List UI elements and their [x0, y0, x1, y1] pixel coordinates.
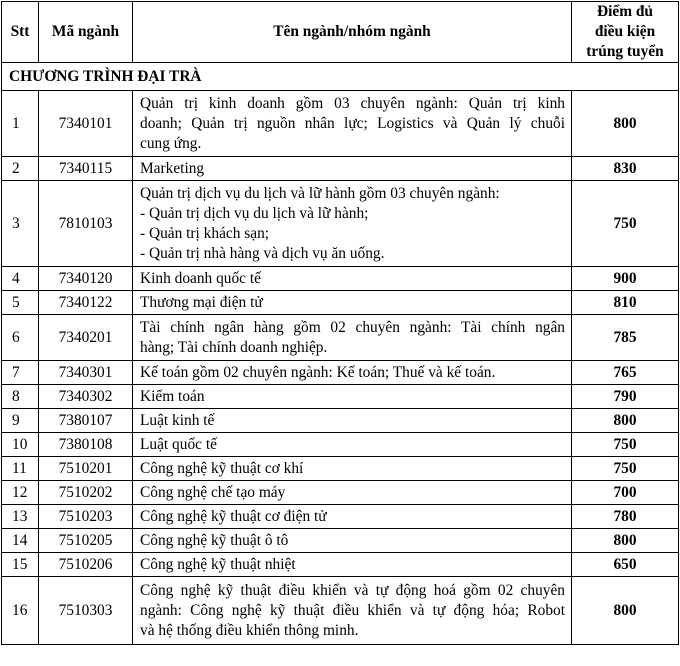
- row-name-line: Tài chính ngân hàng gồm 02 chuyên ngành: Tài chính ngân: [140, 318, 565, 336]
- row-name: [133, 505, 572, 529]
- row-code: 7510203: [39, 505, 133, 529]
- row-name: [133, 409, 572, 433]
- row-score: 700: [572, 481, 679, 505]
- row-name-line: Công nghệ chế tạo máy: [140, 483, 286, 501]
- row-name-line: và hệ thống điều khiển thông minh.: [140, 621, 359, 639]
- header-name: Tên ngành/nhóm ngành: [133, 2, 572, 63]
- row-name-line: Luật kinh tế: [140, 411, 215, 429]
- row-stt: 13: [2, 505, 39, 529]
- row-stt: 3: [2, 181, 39, 267]
- row-name-line: Thương mại điện tử: [140, 293, 263, 311]
- row-name: [133, 385, 572, 409]
- section-row: [2, 63, 679, 91]
- row-score: 830: [572, 157, 679, 181]
- row-name: [133, 181, 572, 267]
- row-score: 800: [572, 409, 679, 433]
- row-name-line: cung ứng.: [140, 134, 202, 152]
- table-row: [2, 409, 679, 433]
- row-name-line: Luật quốc tế: [140, 435, 217, 453]
- row-code: 7340115: [39, 157, 133, 181]
- row-score: 650: [572, 553, 679, 577]
- row-name: [133, 433, 572, 457]
- row-name-line: Kế toán gồm 02 chuyên ngành: Kế toán; Thuế và kế toán.: [140, 363, 496, 381]
- table-row: [2, 267, 679, 291]
- row-code: 7510202: [39, 481, 133, 505]
- row-name-line: Công nghệ kỹ thuật nhiệt: [140, 555, 296, 573]
- row-score: 810: [572, 291, 679, 315]
- row-code: 7340101: [39, 91, 133, 157]
- table-row: [2, 385, 679, 409]
- table-row: [2, 433, 679, 457]
- table-row: [2, 577, 679, 645]
- row-code: 7510303: [39, 577, 133, 645]
- table-row: [2, 481, 679, 505]
- row-stt: 16: [2, 577, 39, 645]
- row-score: 800: [572, 529, 679, 553]
- row-code: 7810103: [39, 181, 133, 267]
- row-score: 750: [572, 457, 679, 481]
- row-code: 7510206: [39, 553, 133, 577]
- row-name: [133, 91, 572, 157]
- row-code: 7340302: [39, 385, 133, 409]
- row-name-line: doanh; Quản trị nguồn nhân lực; Logistics và Quản lý chuỗi: [140, 114, 565, 132]
- row-code: 7340120: [39, 267, 133, 291]
- row-score: 800: [572, 577, 679, 645]
- header-score-line: điều kiện: [594, 23, 656, 40]
- row-stt: 9: [2, 409, 39, 433]
- row-score: 780: [572, 505, 679, 529]
- row-name-line: Công nghệ kỹ thuật ô tô: [140, 531, 289, 549]
- row-code: 7340201: [39, 315, 133, 361]
- table-row: [2, 291, 679, 315]
- row-name-line: Kiểm toán: [140, 387, 205, 405]
- row-name: [133, 291, 572, 315]
- row-name-line: Kinh doanh quốc tế: [140, 269, 261, 287]
- row-name-line: Công nghệ kỹ thuật cơ điện tử: [140, 507, 327, 525]
- row-name-line: - Quản trị khách sạn;: [140, 224, 270, 242]
- row-score: 790: [572, 385, 679, 409]
- header-score-line: trúng tuyển: [586, 43, 664, 60]
- header-score: [572, 2, 679, 63]
- table-row: [2, 529, 679, 553]
- row-stt: 10: [2, 433, 39, 457]
- row-code: 7340301: [39, 361, 133, 385]
- row-score: 750: [572, 433, 679, 457]
- row-name: [133, 157, 572, 181]
- table-row: [2, 505, 679, 529]
- row-name: [133, 457, 572, 481]
- row-stt: 5: [2, 291, 39, 315]
- header-score-line: Điểm đủ: [596, 3, 653, 20]
- row-score: 900: [572, 267, 679, 291]
- row-name: [133, 529, 572, 553]
- row-name-line: Quản trị dịch vụ du lịch và lữ hành gồm 03 chuyên ngành:: [140, 184, 500, 202]
- row-name-line: Quản trị kinh doanh gồm 03 chuyên ngành: Quản trị kinh: [140, 94, 565, 112]
- row-score: 785: [572, 315, 679, 361]
- row-stt: 4: [2, 267, 39, 291]
- row-stt: 6: [2, 315, 39, 361]
- row-code: 7510205: [39, 529, 133, 553]
- header-code: Mã ngành: [39, 2, 133, 63]
- row-stt: 15: [2, 553, 39, 577]
- row-name: [133, 267, 572, 291]
- row-stt: 11: [2, 457, 39, 481]
- row-stt: 14: [2, 529, 39, 553]
- row-stt: 2: [2, 157, 39, 181]
- header-stt: Stt: [2, 2, 39, 63]
- row-name: [133, 315, 572, 361]
- row-stt: 1: [2, 91, 39, 157]
- section-title: CHƯƠNG TRÌNH ĐẠI TRÀ: [2, 63, 679, 91]
- row-code: 7380108: [39, 433, 133, 457]
- row-name-line: - Quản trị dịch vụ du lịch và lữ hành;: [140, 204, 369, 222]
- row-name-line: ngành: Công nghệ kỹ thuật điều khiển và tự động hóa; Robot: [140, 601, 565, 619]
- row-code: 7510201: [39, 457, 133, 481]
- row-name-line: hàng; Tài chính doanh nghiệp.: [140, 338, 328, 356]
- table-row: [2, 315, 679, 361]
- row-stt: 12: [2, 481, 39, 505]
- row-score: 800: [572, 91, 679, 157]
- row-name-line: Marketing: [140, 159, 205, 177]
- row-name-line: Công nghệ kỹ thuật điều khiển và tự động hoá gồm 02 chuyên: [140, 581, 565, 599]
- row-code: 7380107: [39, 409, 133, 433]
- row-name-line: Công nghệ kỹ thuật cơ khí: [140, 459, 304, 477]
- admission-score-table: [1, 1, 679, 645]
- table-row: [2, 91, 679, 157]
- row-name: [133, 361, 572, 385]
- row-code: 7340122: [39, 291, 133, 315]
- table-row: [2, 361, 679, 385]
- row-stt: 7: [2, 361, 39, 385]
- table-row: [2, 553, 679, 577]
- row-stt: 8: [2, 385, 39, 409]
- row-score: 765: [572, 361, 679, 385]
- row-name-line: - Quản trị nhà hàng và dịch vụ ăn uống.: [140, 244, 385, 262]
- table-row: [2, 457, 679, 481]
- table-row: [2, 157, 679, 181]
- row-name: [133, 553, 572, 577]
- row-score: 750: [572, 181, 679, 267]
- header-row: [2, 2, 679, 63]
- table-row: [2, 181, 679, 267]
- row-name: [133, 577, 572, 645]
- row-name: [133, 481, 572, 505]
